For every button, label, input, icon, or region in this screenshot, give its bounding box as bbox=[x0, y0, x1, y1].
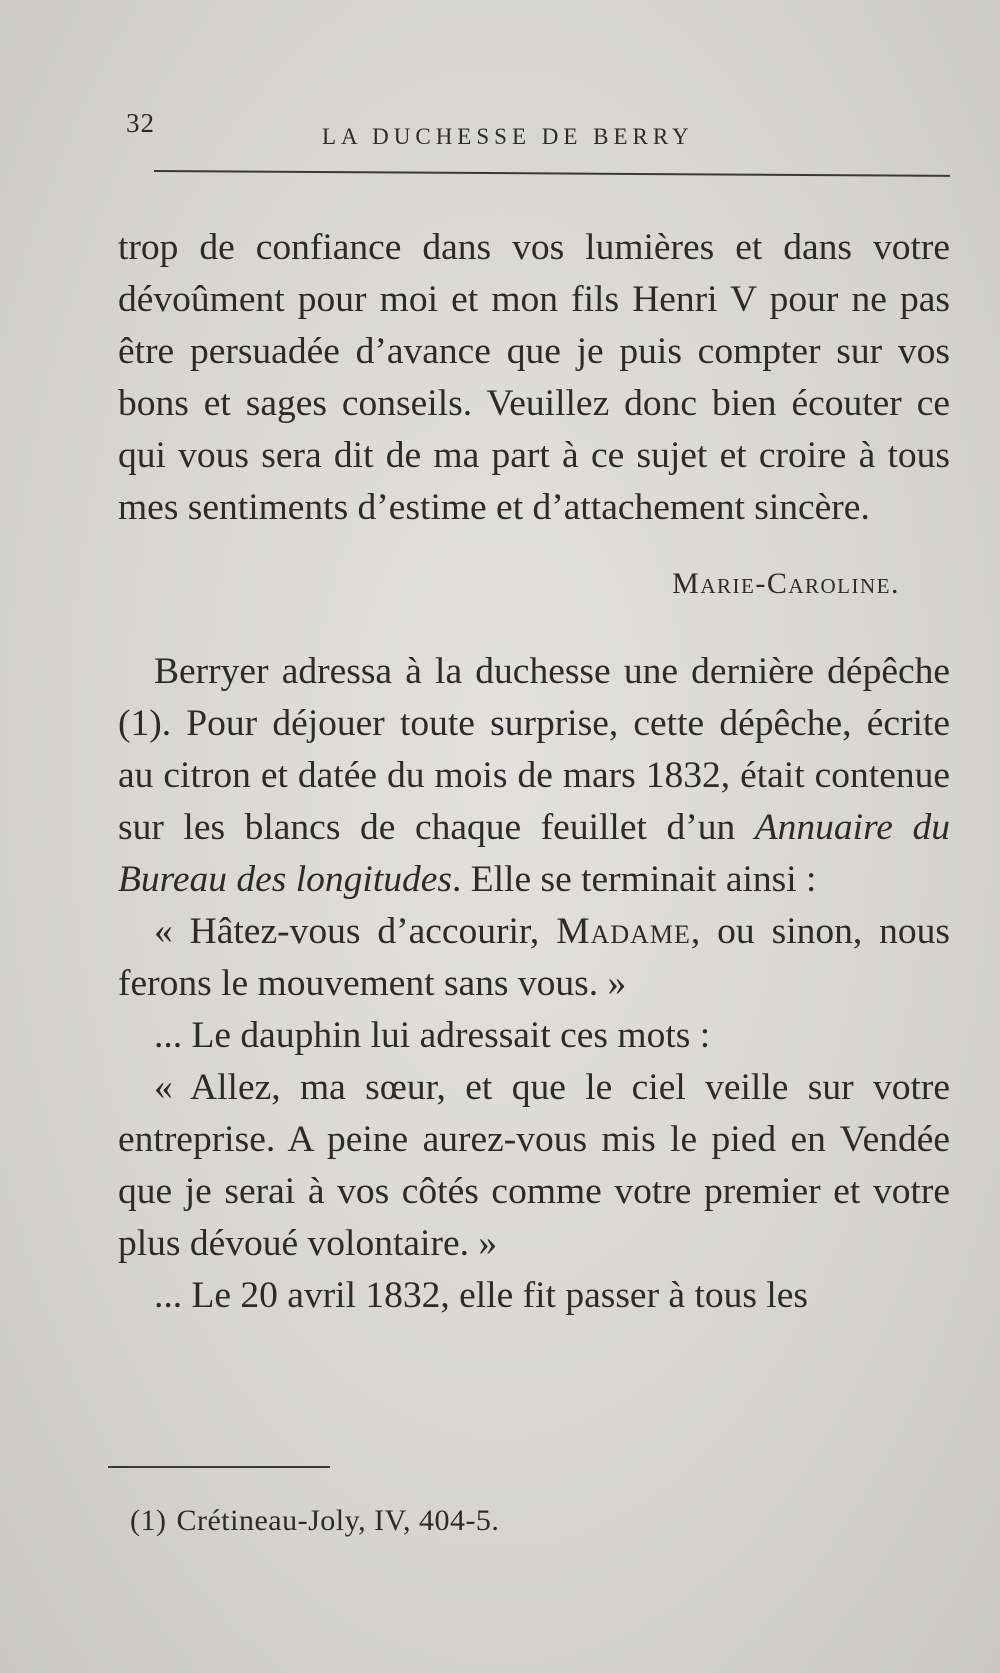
page-header bbox=[122, 108, 950, 148]
page-number: 32 bbox=[126, 108, 155, 138]
footnote-marker: (1) bbox=[130, 1504, 167, 1537]
berryer-quote-end: , ou sinon, nous ferons le mouvement sans vous. » bbox=[118, 911, 950, 1004]
body-text bbox=[118, 222, 950, 1322]
footnote-text: Crétineau-Joly, IV, 404-5. bbox=[176, 1504, 500, 1537]
running-title: LA DUCHESSE DE BERRY bbox=[322, 124, 694, 149]
berryer-text-start: Berryer adressa à la duchesse une dernière dépêche (1). Pour déjouer toute surprise, cette dépêche, écrite au citron et datée du mois de mars 1832, était contenue sur les blancs de chaque feuillet d’un bbox=[118, 651, 950, 848]
footnote-rule bbox=[108, 1466, 330, 1468]
dauphin-intro: ... Le dauphin lui adressait ces mots : bbox=[154, 1015, 711, 1056]
closing-line: ... Le 20 avril 1832, elle fit passer à tous les bbox=[154, 1275, 808, 1316]
book-title-italic: Annuaire du Bureau des longitudes bbox=[118, 807, 951, 900]
header-rule bbox=[154, 170, 950, 177]
berryer-paragraph bbox=[118, 646, 950, 906]
footnote bbox=[130, 1504, 499, 1538]
signature: Marie-Caroline. bbox=[672, 567, 900, 600]
berryer-text-end: . Elle se terminait ainsi : bbox=[451, 859, 817, 900]
berryer-quote bbox=[118, 906, 950, 1010]
letter-paragraph: trop de confiance dans vos lumières et dans votre dévoûment pour moi et mon fils Henri V pour ne pas être persuadée d’avance que je puis compter sur vos bons et sages conseils. Veuillez donc bien écouter ce qui vous sera dit de ma part à ce sujet et croire à tous mes sentiments d’estime et d’attachement sincère. bbox=[118, 227, 950, 528]
berryer-quote-start: « Hâtez-vous d’accourir, bbox=[154, 911, 557, 952]
dauphin-quote: « Allez, ma sœur, et que le ciel veille sur votre entreprise. A peine aurez-vous mis le pied en Vendée que je serai à vos côtés comme votre premier et votre plus dévoué volontaire. » bbox=[118, 1067, 950, 1264]
madame-smallcaps: Madame bbox=[556, 911, 691, 952]
